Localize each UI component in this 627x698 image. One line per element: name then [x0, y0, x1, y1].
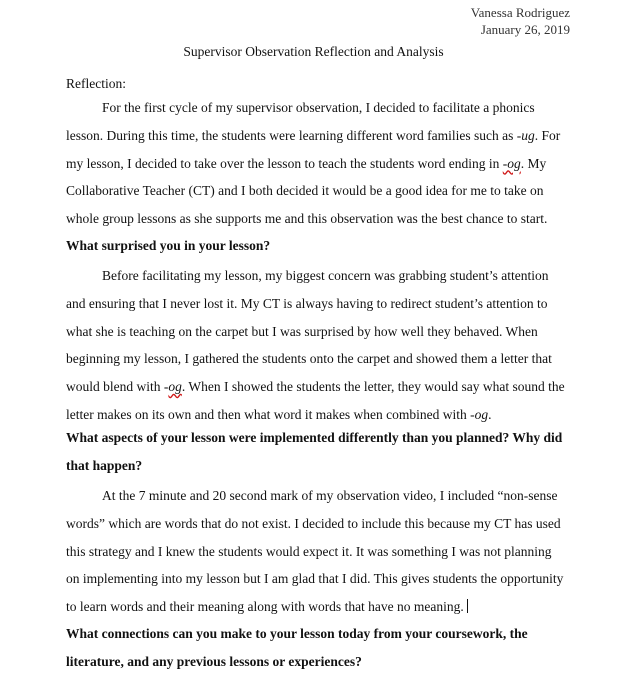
- paragraph-2-text-e: .: [488, 406, 492, 422]
- paragraph-1-text-c: . For my lesson, I decided to take over the lesson to teach the students word ending in: [66, 127, 561, 171]
- paragraph-1-text-e: . My Collaborative Teacher (CT) and I both decided it would be a good idea for me to take on whole group lessons as she supports me and this observation was the best chance to start.: [66, 155, 548, 227]
- paragraph-1[interactable]: [66, 94, 566, 233]
- document-date: January 26, 2019: [480, 22, 570, 37]
- word-family-ug: -ug: [516, 127, 535, 143]
- paragraph-2[interactable]: [66, 262, 566, 429]
- document-title: Supervisor Observation Reflection and Analysis: [183, 44, 444, 59]
- text-cursor: [467, 599, 468, 613]
- question-1: What surprised you in your lesson?: [66, 238, 271, 253]
- question-3: What connections can you make to your lesson today from your coursework, the literature, and any previous lessons or experiences?: [66, 626, 528, 669]
- reflection-label: Reflection:: [66, 76, 126, 91]
- word-family-og-2: og: [168, 379, 182, 395]
- word-family-og: -og: [502, 155, 521, 171]
- paragraph-1-text-a: For the first cycle of my supervisor observation, I decided to facilitate a phonics lesson. During this time, the students were learning different word families such as: [66, 100, 535, 143]
- question-2: What aspects of your lesson were implemented differently than you planned? Why did that happen?: [66, 430, 563, 473]
- author-name: Vanessa Rodriguez: [470, 5, 570, 20]
- paragraph-3-text: At the 7 minute and 20 second mark of my observation video, I included “non-sense words” which are words that do not exist. I decided to include this because my CT has used this strategy and I knew the students would expect it. It was something I was not planning on implementing into my lesson but I am glad that I did. This gives students the opportunity to learn words and their meaning along with words that have no meaning.: [66, 488, 564, 615]
- document-header: [471, 4, 570, 38]
- paragraph-3[interactable]: [66, 482, 566, 621]
- paragraph-2-text-c: . When I showed the students the letter, they would say what sound the letter makes on its own and then what word it makes when combined with: [66, 379, 565, 422]
- paragraph-2-text-a: Before facilitating my lesson, my biggest concern was grabbing student’s attention and ensuring that I never lost it. My CT is always having to redirect student’s attention to what she is teaching on the carpet but I was surprised by how well they behaved. When beginning my lesson, I gathered the students onto the carpet and showed them a letter that would blend with -: [66, 268, 552, 395]
- word-family-og-3: -og: [470, 406, 489, 422]
